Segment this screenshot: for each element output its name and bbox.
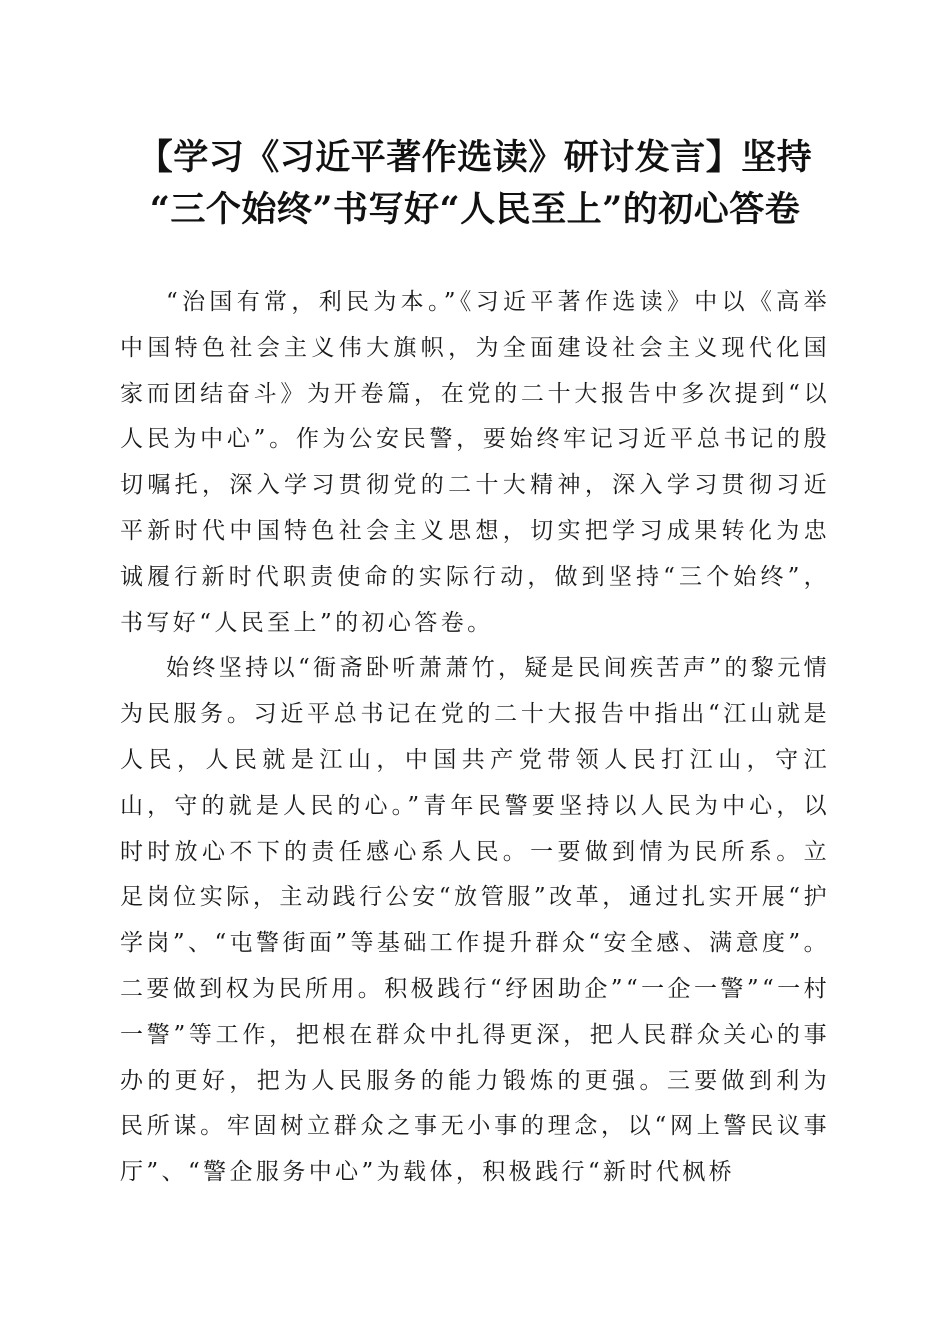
document-body bbox=[120, 280, 830, 1196]
title-line-2: “三个始终”书写好“人民至上”的初心答卷 bbox=[149, 189, 801, 230]
title-line-1: 【学习《习近平著作选读》研讨发言】坚持 bbox=[137, 137, 813, 178]
paragraph-2: 始终坚持以“衙斋卧听萧萧竹，疑是民间疾苦声”的黎元情为民服务。习近平总书记在党的二十大报告中指出“江山就是人民，人民就是江山，中国共产党带领人民打江山，守江山，守的就是人民的心。”青年民警要坚持以人民为中心，以时时放心不下的责任感心系人民。一要做到情为民所系。立足岗位实际，主动践行公安“放管服”改革，通过扎实开展“护学岗”、“屯警街面”等基础工作提升群众“安全感、满意度”。二要做到权为民所用。积极践行“纾困助企”“一企一警”“一村一警”等工作，把根在群众中扎得更深，把人民群众关心的事办的更好，把为人民服务的能力锻炼的更强。三要做到利为民所谋。牢固树立群众之事无小事的理念，以“网上警民议事厅”、“警企服务中心”为载体，积极践行“新时代枫桥 bbox=[120, 655, 830, 1186]
paragraph-1: “治国有常，利民为本。”《习近平著作选读》中以《高举中国特色社会主义伟大旗帜，为全面建设社会主义现代化国家而团结奋斗》为开卷篇，在党的二十大报告中多次提到“以人民为中心”。作为公安民警，要始终牢记习近平总书记的殷切嘱托，深入学习贯彻党的二十大精神，深入学习贯彻习近平新时代中国特色社会主义思想，切实把学习成果转化为忠诚履行新时代职责使命的实际行动，做到坚持“三个始终”，书写好“人民至上”的初心答卷。 bbox=[120, 289, 830, 636]
document-title bbox=[110, 132, 840, 236]
